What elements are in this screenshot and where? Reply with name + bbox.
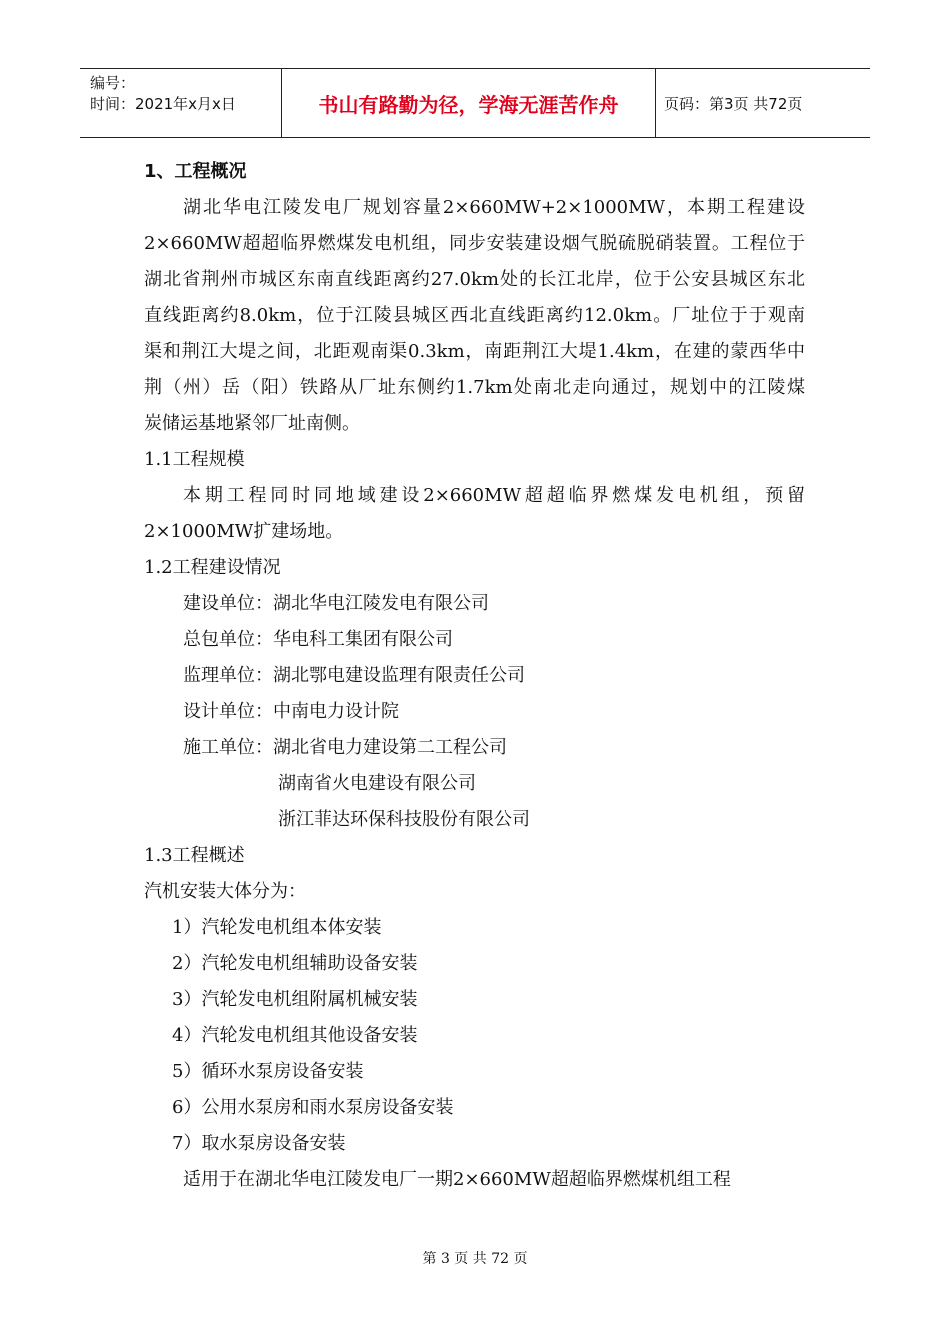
document-date: 时间：2021年x月x日 — [90, 95, 236, 113]
overview-item: 6）公用水泵房和雨水泵房设备安装 — [172, 1097, 454, 1118]
header-motto: 书山有路勤为径，学海无涯苦作舟 — [282, 69, 656, 137]
intro-line: 荆（州）岳（阳）铁路从厂址东侧约1.7km处南北走向通过，规划中的江陵煤 — [144, 377, 805, 398]
overview-item: 2）汽轮发电机组辅助设备安装 — [172, 953, 418, 974]
page-header — [80, 68, 870, 138]
section-heading-1-3: 1.3工程概述 — [144, 845, 245, 866]
intro-line: 直线距离约8.0km，位于江陵县城区西北直线距离约12.0km。厂址位于于观南 — [144, 305, 805, 326]
party-construction-unit: 建设单位：湖北华电江陵发电有限公司 — [183, 593, 489, 614]
overview-item: 5）循环水泵房设备安装 — [172, 1061, 364, 1082]
overview-item: 4）汽轮发电机组其他设备安装 — [172, 1025, 418, 1046]
overview-item: 1）汽轮发电机组本体安装 — [172, 917, 382, 938]
header-page-info: 页码：第3页 共72页 — [664, 94, 803, 113]
party-designer: 设计单位：中南电力设计院 — [183, 701, 399, 722]
intro-line: 渠和荆江大堤之间，北距观南渠0.3km，南距荆江大堤1.4km，在建的蒙西华中 — [144, 341, 805, 362]
section-heading-1-2: 1.2工程建设情况 — [144, 557, 281, 578]
intro-line: 炭储运基地紧邻厂址南侧。 — [144, 413, 360, 434]
overview-item: 3）汽轮发电机组附属机械安装 — [172, 989, 418, 1010]
party-builder: 施工单位：湖北省电力建设第二工程公司 — [183, 737, 507, 758]
party-builder-extra: 湖南省火电建设有限公司 — [278, 773, 476, 794]
overview-item: 7）取水泵房设备安装 — [172, 1133, 346, 1154]
page-footer: 第 3 页 共 72 页 — [422, 1251, 528, 1267]
party-builder-extra: 浙江菲达环保科技股份有限公司 — [278, 809, 530, 830]
party-supervisor: 监理单位：湖北鄂电建设监理有限责任公司 — [183, 665, 525, 686]
intro-line: 湖北省荆州市城区东南直线距离约27.0km处的长江北岸，位于公安县城区东北 — [144, 269, 805, 290]
scale-line: 本期工程同时同地域建设2×660MW超超临界燃煤发电机组，预留 — [183, 485, 805, 506]
document-number-label: 编号： — [90, 74, 136, 92]
party-general-contractor: 总包单位：华电科工集团有限公司 — [183, 629, 453, 650]
scale-line: 2×1000MW扩建场地。 — [144, 521, 344, 542]
section-heading-1-1: 1.1工程规模 — [144, 449, 245, 470]
header-meta — [80, 69, 282, 137]
intro-line: 2×660MW超超临界燃煤发电机组，同步安装建设烟气脱硫脱硝装置。工程位于 — [144, 233, 805, 254]
section-heading-1: 1、工程概况 — [144, 161, 247, 182]
overview-intro: 汽机安装大体分为： — [144, 881, 306, 902]
intro-line: 湖北华电江陵发电厂规划容量2×660MW+2×1000MW，本期工程建设 — [183, 197, 805, 218]
applicability-note: 适用于在湖北华电江陵发电厂一期2×660MW超超临界燃煤机组工程 — [183, 1169, 731, 1190]
